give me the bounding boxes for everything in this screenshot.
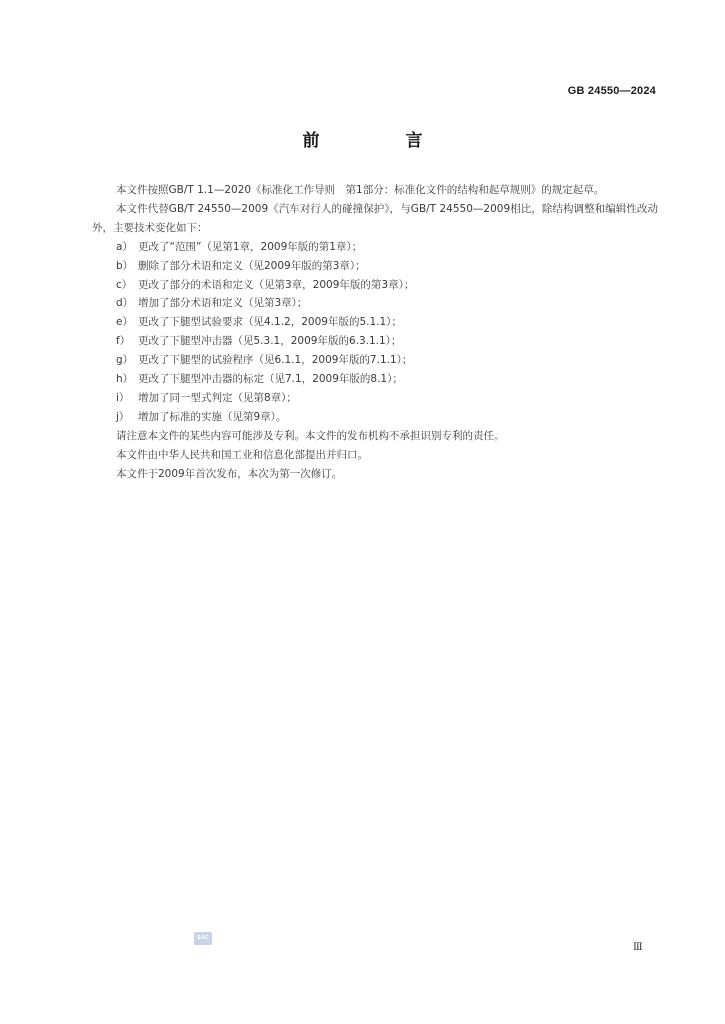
paragraph-revision-history: 本文件于2009年首次发布，本次为第一次修订。: [116, 467, 343, 480]
list-marker: h）: [116, 373, 134, 386]
list-text: 更改了下腿型冲击器（见5.3.1，2009年版的6.3.1.1）；: [138, 335, 402, 348]
list-item: [92, 238, 658, 257]
standard-number: GB 24550—2024: [567, 85, 656, 97]
paragraph-proposer: 本文件由中华人民共和国工业和信息化部提出并归口。: [116, 448, 368, 461]
list-item: [92, 351, 658, 370]
list-text: 更改了部分的术语和定义（见第3章，2009年版的第3章）；: [138, 278, 415, 291]
list-item: [92, 257, 658, 276]
page-number: Ⅲ: [633, 942, 643, 953]
list-marker: e）: [116, 316, 133, 329]
list-text: 更改了下腿型冲击器的标定（见7.1，2009年版的8.1）；: [138, 373, 403, 386]
list-text: 删除了部分术语和定义（见2009年版的第3章）；: [138, 259, 366, 272]
paragraph-drafting-rules: 本文件按照GB/T 1.1—2020《标准化工作导则 第1部分：标准化文件的结构和起草规则》的规定起草。: [116, 184, 605, 196]
page-title: 前 言: [302, 131, 463, 151]
list-text: 更改了“范围”（见第1章，2009年版的第1章）；: [138, 240, 363, 253]
list-marker: g）: [116, 354, 134, 367]
foreword-body: [92, 181, 658, 484]
list-item: [92, 332, 658, 351]
list-item: [92, 294, 658, 313]
list-item: [92, 313, 658, 332]
list-marker: d）: [116, 297, 134, 310]
list-text: 增加了标准的实施（见第9章）。: [138, 410, 287, 423]
list-marker: a）: [116, 240, 133, 253]
list-marker: i）: [116, 391, 130, 404]
list-marker: c）: [116, 278, 133, 291]
list-item: [92, 276, 658, 295]
list-item: [92, 408, 658, 427]
list-item: [92, 370, 658, 389]
list-text: 更改了下腿型的试验程序（见6.1.1，2009年版的7.1.1）；: [138, 354, 413, 367]
list-item: [92, 389, 658, 408]
sac-logo-icon: SAC: [194, 932, 212, 945]
list-text: 增加了同一型式判定（见第8章）；: [138, 391, 297, 404]
list-marker: b）: [116, 259, 134, 272]
paragraph-replacement: 本文件代替GB/T 24550—2009《汽车对行人的碰撞保护》，与GB/T 24550—2009相比，除结构调整和编辑性改动外，主要技术变化如下：: [92, 202, 658, 234]
list-marker: f）: [116, 335, 131, 348]
list-marker: j）: [116, 410, 130, 423]
paragraph-patent-notice: 请注意本文件的某些内容可能涉及专利。本文件的发布机构不承担识别专利的责任。: [116, 429, 505, 442]
list-text: 更改了下腿型试验要求（见4.1.2，2009年版的5.1.1）；: [138, 316, 402, 329]
list-text: 增加了部分术语和定义（见第3章）；: [138, 297, 308, 310]
